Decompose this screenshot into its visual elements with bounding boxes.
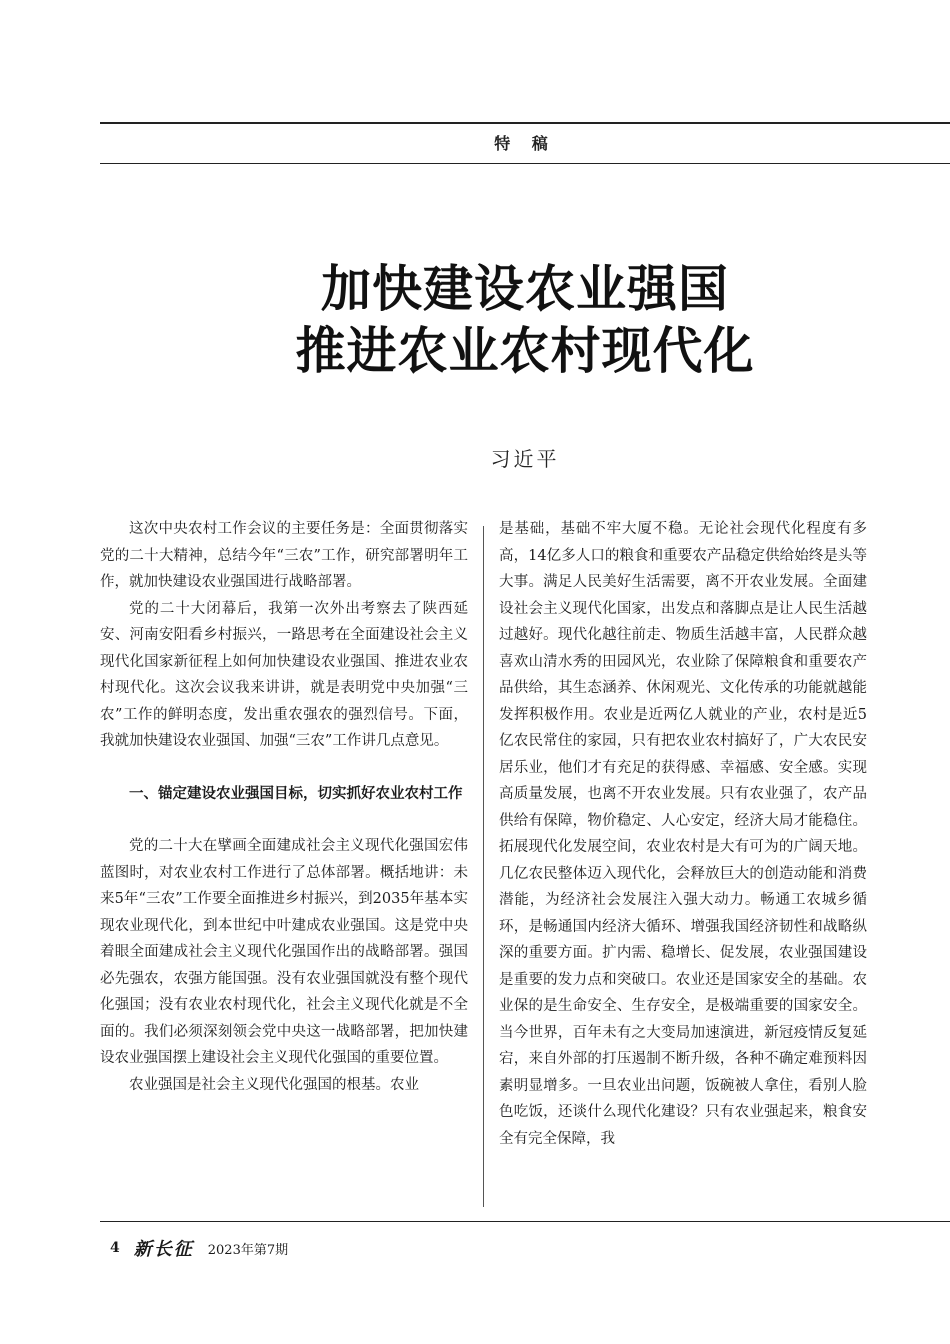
- right-column: [499, 516, 867, 1152]
- article-author: 习近平: [490, 447, 560, 471]
- article-title: [100, 258, 950, 382]
- column-divider: [483, 526, 484, 1207]
- left-column: [100, 516, 468, 1098]
- journal-logo: 新长征: [133, 1239, 194, 1260]
- page-number: 4: [110, 1240, 120, 1256]
- paragraph: 党的二十大闭幕后，我第一次外出考察去了陕西延安、河南安阳看乡村振兴，一路思考在全面建设社会主义现代化国家新征程上如何加快建设农业强国、推进农业农村现代化。这次会议我来讲讲，就是表明党中央加强“三农”工作的鲜明态度，发出重农强农的强烈信号。下面，我就加快建设农业强国、加强“三农”工作讲几点意见。: [100, 600, 468, 749]
- paragraph: 农业强国是社会主义现代化强国的根基。农业: [129, 1076, 419, 1093]
- paragraph: 党的二十大在擘画全面建成社会主义现代化强国宏伟蓝图时，对农业农村工作进行了总体部署。概括地讲：未来5年“三农”工作要全面推进乡村振兴，到2035年基本实现农业现代化，到本世纪中叶建成农业强国。这是党中央着眼全面建成社会主义现代化强国作出的战略部署。强国必先强农，农强方能国强。没有农业强国就没有整个现代化强国；没有农业农村现代化，社会主义现代化就是不全面的。我们必须深刻领会党中央这一战略部署，把加快建设农业强国摆上建设社会主义现代化强国的重要位置。: [100, 838, 468, 1066]
- paragraph: 这次中央农村工作会议的主要任务是：全面贯彻落实党的二十大精神，总结今年“三农”工作，研究部署明年工作，就加快建设农业强国进行战略部署。: [100, 521, 468, 590]
- section-label: 特 稿: [494, 134, 556, 153]
- footer-rule: [100, 1221, 950, 1222]
- header-rule-top: [100, 122, 950, 124]
- section-heading: 一、锚定建设农业强国目标，切实抓好农业农村工作: [129, 785, 463, 802]
- title-line-1: 加快建设农业强国: [321, 260, 729, 318]
- header-rule-bottom: [100, 163, 950, 164]
- title-line-2: 推进农业农村现代化: [295, 322, 755, 380]
- paragraph: 是基础，基础不牢大厦不稳。无论社会现代化程度有多高，14亿多人口的粮食和重要农产品稳定供给始终是头等大事。满足人民美好生活需要，离不开农业发展。全面建设社会主义现代化国家，出发点和落脚点是让人民生活越过越好。现代化越往前走、物质生活越丰富，人民群众越喜欢山清水秀的田园风光，农业除了保障粮食和重要农产品供给，其生态涵养、休闲观光、文化传承的功能就越能发挥积极作用。农业是近两亿人就业的产业，农村是近5亿农民常住的家园，只有把农业农村搞好了，广大农民安居乐业，他们才有充足的获得感、幸福感、安全感。实现高质量发展，也离不开农业发展。只有农业强了，农产品供给有保障，物价稳定、人心安定，经济大局才能稳住。拓展现代化发展空间，农业农村是大有可为的广阔天地。几亿农民整体迈入现代化，会释放巨大的创造动能和消费潜能，为经济社会发展注入强大动力。畅通工农城乡循环，是畅通国内经济大循环、增强我国经济韧性和战略纵深的重要方面。扩内需、稳增长、促发展，农业强国建设是重要的发力点和突破口。农业还是国家安全的基础。农业保的是生命安全、生存安全，是极端重要的国家安全。当今世界，百年未有之大变局加速演进，新冠疫情反复延宕，来自外部的打压遏制不断升级，各种不确定难预料因素明显增多。一旦农业出问题，饭碗被人拿住，看别人脸色吃饭，还谈什么现代化建设？只有农业强起来，粮食安全有完全保障，我: [499, 521, 867, 1147]
- issue-label: 2023年第7期: [207, 1242, 289, 1258]
- page-footer: [100, 1237, 288, 1259]
